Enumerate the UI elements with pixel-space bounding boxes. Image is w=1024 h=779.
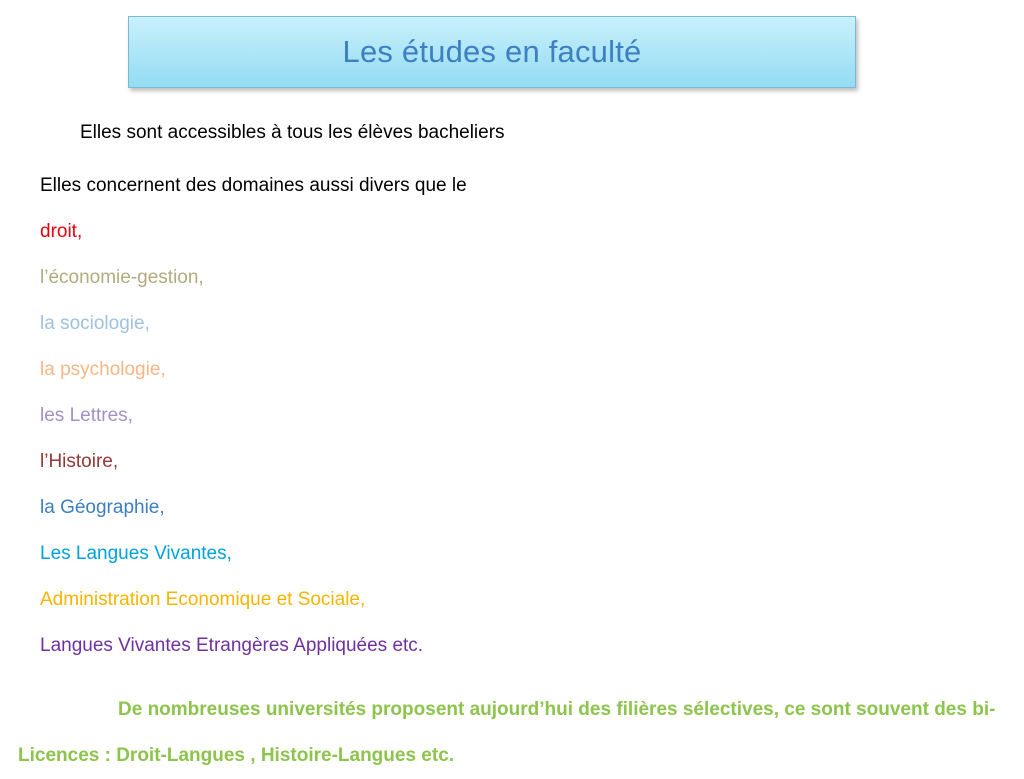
domain-item-aes: Administration Economique et Sociale, (40, 589, 366, 610)
domain-item-langues-vivantes: Les Langues Vivantes, (40, 543, 232, 564)
domain-item-lea: Langues Vivantes Etrangères Appliquées etc. (40, 635, 424, 656)
domain-item-economie-gestion: l’économie-gestion, (40, 267, 204, 288)
domain-item-geographie: la Géographie, (40, 497, 165, 518)
title-box (128, 16, 856, 88)
intro-line-accessibility: Elles sont accessibles à tous les élèves bacheliers (80, 122, 505, 143)
closing-paragraph: De nombreuses universités proposent aujourd’hui des filières sélectives, ce sont souvent des bi-Licences : Droit-Langues , Histoire-Langues etc. (18, 699, 996, 766)
domain-item-lettres: les Lettres, (40, 405, 133, 426)
domain-item-psychologie: la psychologie, (40, 359, 166, 380)
domain-item-sociologie: la sociologie, (40, 313, 150, 334)
slide-title: Les études en faculté (342, 34, 642, 69)
domain-item-droit: droit, (40, 221, 83, 242)
intro-line-domains: Elles concernent des domaines aussi divers que le (40, 175, 467, 196)
domain-item-histoire: l’Histoire, (40, 451, 119, 472)
